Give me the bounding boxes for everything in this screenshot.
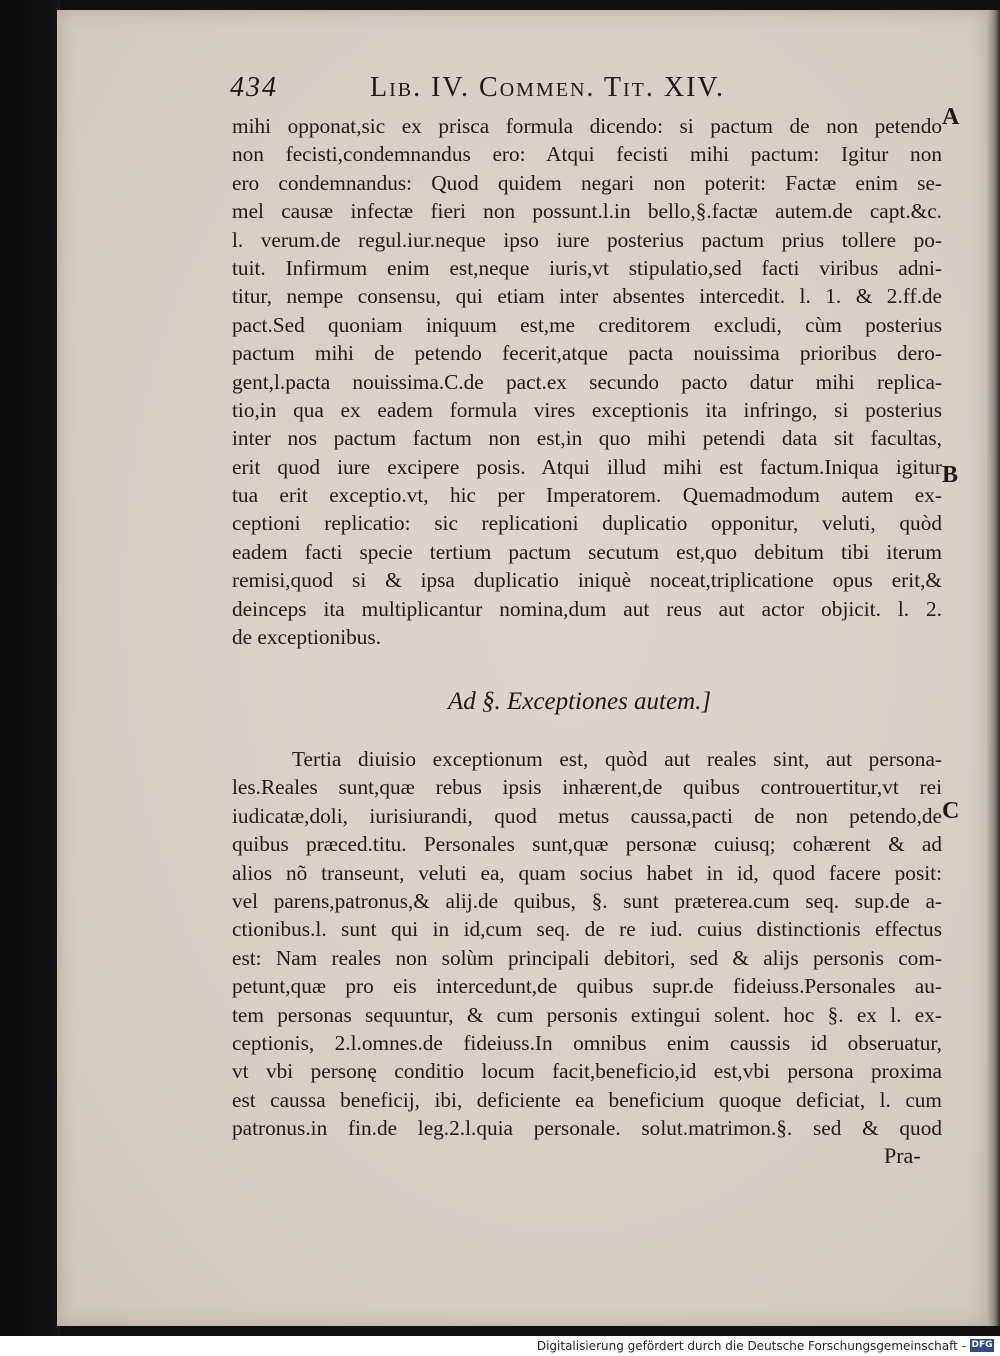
text-line: titur, nempe consensu, qui etiam inter absentes intercedit. l. 1. & 2.ff.de [232,284,942,309]
text-line: est: Nam reales non solùm principali debitori, sed & alijs personis com- [232,945,942,970]
funding-credit: Digitalisierung gefördert durch die Deutsche Forschungsgemeinschaft - [536,1339,966,1353]
text-line: l. verum.de regul.iur.neque ipso iure posterius pactum prius tollere po- [232,227,942,252]
text-line: patronus.in fin.de leg.2.l.quia personale. solut.matrimon.§. sed & quod [232,1116,942,1141]
text-line: remisi,quod si & ipsa duplicatio iniquè noceat,triplicatione opus erit,& [232,568,942,593]
text-line: les.Reales sunt,quæ rebus ipsis inhærent,de quibus controuertitur,vt rei [232,775,942,800]
text-line: ceptioni replicatio: sic replicationi duplicatio opponitur, veluti, quòd [232,511,942,536]
text-line: eadem facti specie tertium pactum secutum est,quo debitum tibi iterum [232,539,942,564]
section-title: Ad §. Exceptiones autem.] [448,688,712,715]
text-line: tio,in qua ex eadem formula vires exceptionis ita infringo, si posterius [232,397,942,422]
margin-letter-b: B [942,462,959,488]
text-line: tem personas sequuntur, & cum personis extingui solent. hoc §. ex l. ex- [232,1002,942,1027]
catchword: Pra- [884,1143,921,1168]
page-edge [987,10,1000,1326]
text-line: non fecisti,condemnandus ero: Atqui fecisti mihi pactum: Igitur non [232,142,942,167]
page-number: 434 [230,72,278,103]
text-line: pactum mihi de petendo fecerit,atque pacta nouissima prioribus dero- [232,341,942,366]
text-line: pact.Sed quoniam iniquum est,me creditorem excludi, cùm posterius [232,312,942,337]
margin-letter-a: A [942,104,960,130]
text-line: erit quod iure excipere posis. Atqui illud mihi est factum.Iniqua igitur [232,454,942,479]
text-line: vel parens,patronus,& alij.de quibus, §. sunt præterea.cum seq. sup.de a- [232,888,942,913]
running-header [230,72,850,112]
text-line: Tertia diuisio exceptionum est, quòd aut reales sint, aut persona- [292,747,942,771]
text-line: gent,l.pacta nouissima.C.de pact.ex secundo pacto datur mihi replica- [232,369,942,394]
scan-border-left [0,0,60,1336]
paragraph-1 [232,112,942,651]
text-line: quibus præced.titu. Personales sunt,quæ personæ cuiusq; cohærent & ad [232,832,942,857]
text-line: tua erit exceptio.vt, hic per Imperatorem. Quemadmodum autem ex- [232,483,942,508]
text-line: ceptionis, 2.l.omnes.de fideiuss.In omnibus enim caussis id obseruatur, [232,1030,942,1055]
running-title: Lib. IV. Commen. Tit. XIV. [370,72,726,103]
text-line: ero condemnandus: Quod quidem negari non poterit: Factæ enim se- [232,170,942,195]
text-line: mel causæ infectæ fieri non possunt.l.in bello,§.factæ autem.de capt.&c. [232,199,942,224]
margin-letter-c: C [942,798,960,824]
text-line: petunt,quæ pro eis intercedunt,de quibus supr.de fideiuss.Personales au- [232,974,942,999]
text-line: deinceps ita multiplicantur nomina,dum aut reus aut actor objicit. l. 2. [232,596,942,621]
text-line: est caussa beneficij, ibi, deficiente ea beneficium quoque deficiat, l. cum [232,1087,942,1112]
dfg-logo-icon: DFG [971,1340,993,1350]
paragraph-2 [232,745,942,1142]
text-line: alios nõ transeunt, veluti ea, quam socius habet in id, quod facere posit: [232,860,942,885]
text-line: de exceptionibus. [232,625,382,650]
text-line: ctionibus.l. sunt qui in id,cum seq. de re iud. cuius distinctionis effectus [232,917,942,942]
text-line: tuit. Infirmum enim est,neque iuris,vt stipulatio,sed facti viribus adni- [232,255,942,280]
text-line: iudicatæ,doli, iurisiurandi, quod metus caussa,pacti de non petendo,de [232,803,942,828]
text-line: inter nos pactum factum non est,in quo mihi petendi data sit facultas, [232,426,942,451]
text-line: vt vbi personę conditio locum facit,beneficio,id est,vbi persona proxima [232,1059,942,1084]
text-line: mihi opponat,sic ex prisca formula dicendo: si pactum de non petendo [232,114,942,138]
